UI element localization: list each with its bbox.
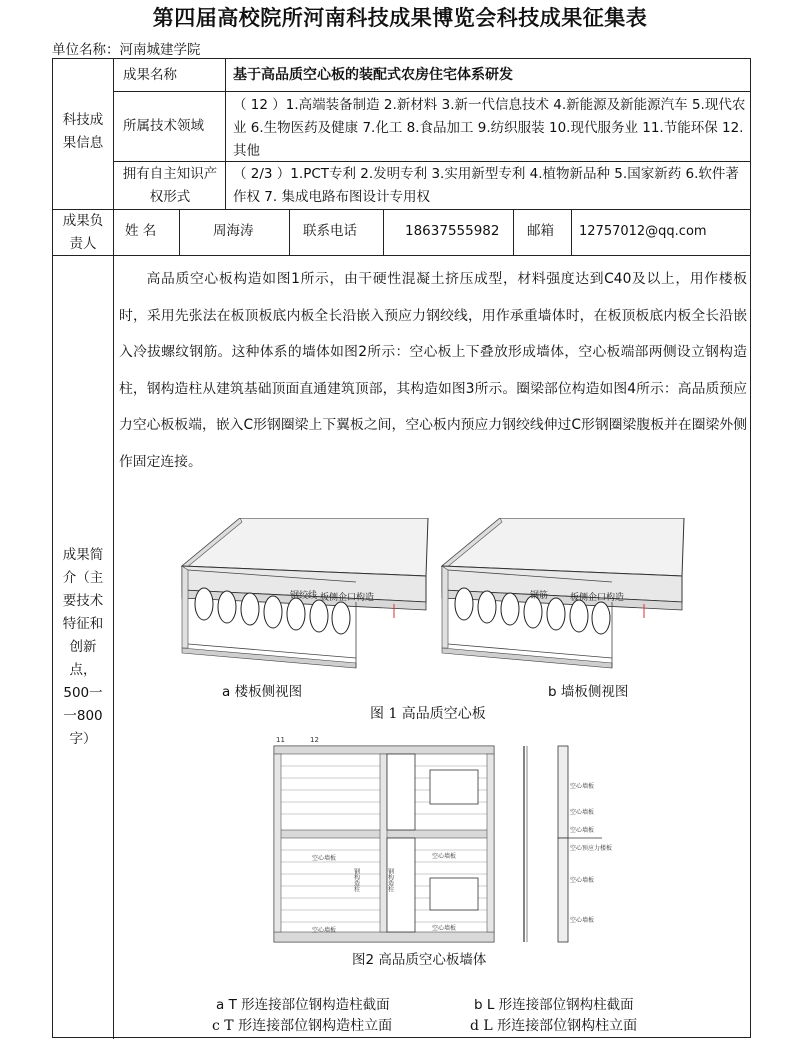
floor-slab-drawing bbox=[182, 518, 428, 668]
svg-text:11: 11 bbox=[276, 736, 285, 744]
svg-text:12: 12 bbox=[310, 736, 319, 744]
phone-value: 18637555982 bbox=[405, 223, 500, 239]
phone-label: 联系电话 bbox=[303, 223, 357, 239]
svg-text:钢构造柱: 钢构造柱 bbox=[386, 868, 394, 892]
wall-section-drawing bbox=[524, 746, 612, 942]
person-section-label: 成果负责人 bbox=[62, 213, 104, 252]
svg-text:空心预应力楼板: 空心预应力楼板 bbox=[570, 845, 612, 852]
svg-text:空心墙板: 空心墙板 bbox=[312, 855, 337, 862]
person-name-label: 姓 名 bbox=[125, 223, 157, 239]
svg-text:空心墙板: 空心墙板 bbox=[432, 925, 457, 932]
fig3-caption-b: b L 形连接部位钢构柱截面 bbox=[474, 997, 634, 1013]
unit-label: 单位名称： bbox=[52, 42, 120, 58]
tech-field-value: （ 12 ）1.高端装备制造 2.新材料 3.新一代信息技术 4.新能源及新能源汽车 5.现代农业 6.生物医药及健康 7.化工 8.食品加工 9.纺织服装 10.现代服务业 11.节能环保 12.其他 bbox=[233, 97, 746, 159]
summary-section-label: 成果简介（主要技术特征和创新点，500一一800字） bbox=[62, 547, 104, 747]
ip-form-label: 拥有自主知识产权形式 bbox=[122, 166, 218, 205]
fig1-left-label-2: 板侧企口构造 bbox=[320, 593, 375, 603]
info-section-label: 科技成果信息 bbox=[62, 112, 104, 151]
fig1-sub-a: a 楼板侧视图 bbox=[222, 684, 303, 700]
tech-field-label: 所属技术领域 bbox=[123, 118, 204, 134]
fig1-right-label-1: 钢筋 bbox=[530, 591, 549, 601]
svg-text:钢构造柱: 钢构造柱 bbox=[352, 868, 360, 892]
fig1-right-label-2: 板侧企口构造 bbox=[570, 593, 625, 603]
document-title: 第四届高校院所河南科技成果博览会科技成果征集表 bbox=[152, 5, 648, 30]
achievement-name-value: 基于高品质空心板的装配式农房住宅体系研发 bbox=[233, 67, 513, 83]
unit-value: 河南城建学院 bbox=[119, 42, 201, 58]
ip-form-value: （ 2/3 ）1.PCT专利 2.发明专利 3.实用新型专利 4.植物新品种 5.国家新药 6.软件著作权 7. 集成电路布图设计专用权 bbox=[233, 166, 739, 205]
figure2-drawings bbox=[272, 732, 612, 944]
person-name-value: 周海涛 bbox=[213, 223, 254, 239]
fig3-caption-c: c T 形连接部位钢构造柱立面 bbox=[212, 1018, 393, 1034]
fig3-caption-d: d L 形连接部位钢构柱立面 bbox=[470, 1018, 638, 1034]
fig1-caption: 图 1 高品质空心板 bbox=[370, 706, 486, 722]
figure1-drawings bbox=[172, 518, 692, 670]
svg-text:空心墙板: 空心墙板 bbox=[570, 917, 595, 924]
svg-text:空心墙板: 空心墙板 bbox=[570, 827, 595, 834]
svg-text:空心墙板: 空心墙板 bbox=[570, 809, 595, 816]
wall-slab-drawing bbox=[442, 518, 684, 668]
fig2-caption: 图2 高品质空心板墙体 bbox=[352, 952, 487, 968]
email-label: 邮箱 bbox=[527, 223, 554, 239]
unit-name bbox=[52, 38, 201, 58]
wall-elevation-drawing bbox=[274, 736, 494, 942]
fig1-sub-b: b 墙板侧视图 bbox=[548, 684, 629, 700]
email-value: 12757012@qq.com bbox=[579, 224, 707, 239]
fig3-caption-a: a T 形连接部位钢构造柱截面 bbox=[216, 997, 390, 1013]
svg-text:空心墙板: 空心墙板 bbox=[570, 783, 595, 790]
summary-paragraph: 高品质空心板构造如图1所示，由干硬性混凝土挤压成型，材料强度达到C40及以上，用作楼板时，采用先张法在板顶板底内板全长沿嵌入预应力钢绞线，用作承重墙体时，在板顶板底内板全长沿嵌入冷拔螺纹钢筋。这种体系的墙体如图2所示：空心板上下叠放形成墙体，空心板端部两侧设立钢构造柱，钢构造柱从建筑基础顶面直通建筑顶部，其构造如图3所示。圈梁部位构造如图4所示：高品质预应力空心板板端，嵌入C形钢圈梁上下翼板之间，空心板内预应力钢绞线伸过C形钢圈梁腹板并在圈梁外侧作固定连接。 bbox=[119, 271, 747, 470]
fig1-left-label-1: 钢绞线 bbox=[290, 591, 318, 601]
svg-text:空心墙板: 空心墙板 bbox=[312, 927, 337, 934]
svg-text:空心墙板: 空心墙板 bbox=[432, 853, 457, 860]
achievement-name-label: 成果名称 bbox=[123, 67, 177, 83]
svg-text:空心墙板: 空心墙板 bbox=[570, 877, 595, 884]
